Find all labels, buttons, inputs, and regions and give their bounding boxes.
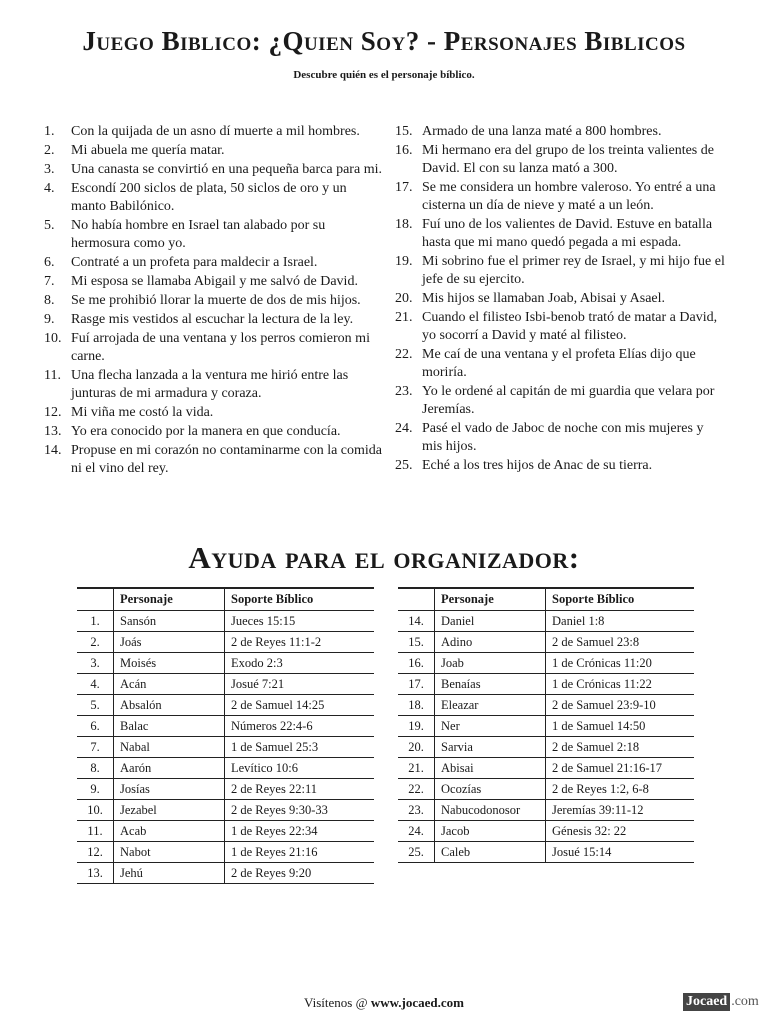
row-personaje: Daniel xyxy=(435,611,546,632)
question-number: 3. xyxy=(44,162,55,177)
question-text: Pasé el vado de Jaboc de noche con mis mujeres y mis hijos. xyxy=(422,421,704,454)
row-personaje: Ner xyxy=(435,716,546,737)
question-text: Mi sobrino fue el primer rey de Israel, y mi hijo fue el jefe de su ejercito. xyxy=(422,254,725,287)
row-soporte: 2 de Reyes 1:2, 6-8 xyxy=(546,779,695,800)
row-number: 14. xyxy=(398,611,435,632)
question-number: 25. xyxy=(395,458,413,473)
row-personaje: Benaías xyxy=(435,674,546,695)
question-text: Mi abuela me quería matar. xyxy=(71,143,225,158)
row-personaje: Jehú xyxy=(114,863,225,884)
question-number: 24. xyxy=(395,421,413,436)
row-number: 3. xyxy=(77,653,114,674)
table-row xyxy=(398,779,694,800)
table-row xyxy=(77,611,374,632)
row-personaje: Nabot xyxy=(114,842,225,863)
table-row xyxy=(398,716,694,737)
logo-domain: .com xyxy=(731,994,759,1009)
table-row xyxy=(398,800,694,821)
question-text: Con la quijada de un asno dí muerte a mil hombres. xyxy=(71,124,360,139)
header-soporte: Soporte Bíblico xyxy=(546,588,695,611)
question-text: Yo le ordené al capitán de mi guardia que velara por Jeremías. xyxy=(422,384,715,417)
question-item xyxy=(44,123,384,141)
question-item xyxy=(395,253,725,289)
table-row xyxy=(77,695,374,716)
row-soporte: 1 de Crónicas 11:20 xyxy=(546,653,695,674)
question-number: 5. xyxy=(44,218,55,233)
question-text: Fuí arrojada de una ventana y los perros comieron mi carne. xyxy=(71,331,370,364)
jocaed-logo[interactable] xyxy=(683,991,759,1013)
question-item xyxy=(395,142,725,178)
table-row xyxy=(77,842,374,863)
row-number: 16. xyxy=(398,653,435,674)
row-number: 1. xyxy=(77,611,114,632)
row-personaje: Balac xyxy=(114,716,225,737)
question-number: 9. xyxy=(44,312,55,327)
row-personaje: Abisai xyxy=(435,758,546,779)
header-personaje: Personaje xyxy=(114,588,225,611)
question-item xyxy=(44,254,384,272)
row-personaje: Adino xyxy=(435,632,546,653)
row-number: 6. xyxy=(77,716,114,737)
row-number: 23. xyxy=(398,800,435,821)
question-item xyxy=(44,217,384,253)
page-subtitle: Descubre quién es el personaje bíblico. xyxy=(293,69,475,81)
question-number: 17. xyxy=(395,180,413,195)
row-soporte: 2 de Reyes 9:20 xyxy=(225,863,375,884)
question-number: 11. xyxy=(44,368,61,383)
row-personaje: Sansón xyxy=(114,611,225,632)
header-soporte: Soporte Bíblico xyxy=(225,588,375,611)
question-number: 12. xyxy=(44,405,62,420)
row-soporte: Exodo 2:3 xyxy=(225,653,375,674)
row-soporte: 2 de Samuel 23:9-10 xyxy=(546,695,695,716)
row-number: 13. xyxy=(77,863,114,884)
row-soporte: 2 de Samuel 14:25 xyxy=(225,695,375,716)
row-soporte: 2 de Reyes 9:30-33 xyxy=(225,800,375,821)
row-number: 7. xyxy=(77,737,114,758)
table-row xyxy=(398,632,694,653)
questions-list-right xyxy=(395,123,725,476)
table-row xyxy=(398,737,694,758)
row-personaje: Josías xyxy=(114,779,225,800)
answers-table-right xyxy=(398,587,694,863)
question-item xyxy=(44,311,384,329)
question-item xyxy=(44,330,384,366)
table-row xyxy=(77,737,374,758)
row-number: 17. xyxy=(398,674,435,695)
question-item xyxy=(395,179,725,215)
question-item xyxy=(395,216,725,252)
row-number: 8. xyxy=(77,758,114,779)
row-personaje: Caleb xyxy=(435,842,546,863)
row-personaje: Joás xyxy=(114,632,225,653)
question-item xyxy=(395,383,725,419)
page-title: Juego Biblico: ¿Quien Soy? - Personajes Biblicos xyxy=(82,26,686,56)
row-number: 21. xyxy=(398,758,435,779)
header-number xyxy=(77,588,114,611)
question-text: Escondí 200 siclos de plata, 50 siclos de oro y un manto Babilónico. xyxy=(71,181,347,214)
question-number: 21. xyxy=(395,310,413,325)
row-personaje: Nabal xyxy=(114,737,225,758)
question-text: Eché a los tres hijos de Anac de su tierra. xyxy=(422,458,653,473)
question-item xyxy=(44,367,384,403)
question-number: 1. xyxy=(44,124,55,139)
question-number: 16. xyxy=(395,143,413,158)
table-row xyxy=(398,695,694,716)
header-number xyxy=(398,588,435,611)
table-row xyxy=(77,800,374,821)
row-soporte: Josué 7:21 xyxy=(225,674,375,695)
row-number: 20. xyxy=(398,737,435,758)
row-soporte: Génesis 32: 22 xyxy=(546,821,695,842)
question-number: 8. xyxy=(44,293,55,308)
row-soporte: 1 de Reyes 21:16 xyxy=(225,842,375,863)
table-row xyxy=(77,779,374,800)
question-number: 22. xyxy=(395,347,413,362)
row-number: 5. xyxy=(77,695,114,716)
question-text: Fuí uno de los valientes de David. Estuve en batalla hasta que mi mano quedó pegada a mi espada. xyxy=(422,217,713,250)
question-text: Una flecha lanzada a la ventura me hirió entre las junturas de mi armadura y coraza. xyxy=(71,368,349,401)
row-personaje: Eleazar xyxy=(435,695,546,716)
row-soporte: 1 de Reyes 22:34 xyxy=(225,821,375,842)
footer-prefix: Visítenos @ xyxy=(304,995,368,1010)
row-number: 18. xyxy=(398,695,435,716)
question-item xyxy=(44,161,384,179)
row-soporte: 2 de Samuel 21:16-17 xyxy=(546,758,695,779)
table-row xyxy=(398,674,694,695)
row-personaje: Sarvia xyxy=(435,737,546,758)
row-number: 22. xyxy=(398,779,435,800)
row-number: 25. xyxy=(398,842,435,863)
row-number: 2. xyxy=(77,632,114,653)
row-personaje: Acab xyxy=(114,821,225,842)
question-item xyxy=(44,180,384,216)
question-text: Se me prohibió llorar la muerte de dos de mis hijos. xyxy=(71,293,361,308)
question-item xyxy=(44,442,384,478)
table-row xyxy=(398,758,694,779)
question-item xyxy=(395,346,725,382)
question-number: 6. xyxy=(44,255,55,270)
row-soporte: 1 de Samuel 25:3 xyxy=(225,737,375,758)
question-text: No había hombre en Israel tan alabado por su hermosura como yo. xyxy=(71,218,326,251)
row-personaje: Acán xyxy=(114,674,225,695)
question-text: Una canasta se convirtió en una pequeña barca para mi. xyxy=(71,162,382,177)
question-number: 2. xyxy=(44,143,55,158)
row-personaje: Jezabel xyxy=(114,800,225,821)
row-soporte: 2 de Reyes 22:11 xyxy=(225,779,375,800)
question-item xyxy=(44,273,384,291)
question-number: 13. xyxy=(44,424,62,439)
table-row xyxy=(77,716,374,737)
table-row xyxy=(398,821,694,842)
row-number: 24. xyxy=(398,821,435,842)
row-soporte: 1 de Crónicas 11:22 xyxy=(546,674,695,695)
row-soporte: 2 de Samuel 2:18 xyxy=(546,737,695,758)
row-number: 11. xyxy=(77,821,114,842)
row-number: 10. xyxy=(77,800,114,821)
row-number: 15. xyxy=(398,632,435,653)
question-number: 23. xyxy=(395,384,413,399)
row-personaje: Aarón xyxy=(114,758,225,779)
table-row xyxy=(77,821,374,842)
row-soporte: 2 de Reyes 11:1-2 xyxy=(225,632,375,653)
question-number: 19. xyxy=(395,254,413,269)
question-item xyxy=(395,457,725,475)
question-number: 20. xyxy=(395,291,413,306)
row-number: 4. xyxy=(77,674,114,695)
row-personaje: Jacob xyxy=(435,821,546,842)
header-personaje: Personaje xyxy=(435,588,546,611)
footer xyxy=(0,995,768,1011)
question-item xyxy=(395,123,725,141)
row-personaje: Moisés xyxy=(114,653,225,674)
organizer-title: Ayuda para el organizador: xyxy=(188,540,580,575)
questions-list-left xyxy=(44,123,384,479)
question-number: 18. xyxy=(395,217,413,232)
row-number: 12. xyxy=(77,842,114,863)
question-item xyxy=(44,142,384,160)
row-soporte: Jueces 15:15 xyxy=(225,611,375,632)
question-text: Contraté a un profeta para maldecir a Israel. xyxy=(71,255,318,270)
question-text: Mis hijos se llamaban Joab, Abisai y Asael. xyxy=(422,291,666,306)
question-item xyxy=(395,290,725,308)
row-soporte: Números 22:4-6 xyxy=(225,716,375,737)
row-personaje: Absalón xyxy=(114,695,225,716)
row-personaje: Nabucodonosor xyxy=(435,800,546,821)
question-item xyxy=(395,420,725,456)
question-number: 4. xyxy=(44,181,55,196)
question-item xyxy=(44,292,384,310)
answers-table-left xyxy=(77,587,374,884)
question-number: 15. xyxy=(395,124,413,139)
row-soporte: Josué 15:14 xyxy=(546,842,695,863)
table-row xyxy=(77,653,374,674)
table-row xyxy=(77,863,374,884)
question-item xyxy=(395,309,725,345)
question-text: Yo era conocido por la manera en que conducía. xyxy=(71,424,341,439)
table-row xyxy=(398,653,694,674)
question-text: Rasge mis vestidos al escuchar la lectura de la ley. xyxy=(71,312,354,327)
question-number: 14. xyxy=(44,443,62,458)
row-number: 19. xyxy=(398,716,435,737)
question-item xyxy=(44,423,384,441)
row-personaje: Joab xyxy=(435,653,546,674)
question-text: Me caí de una ventana y el profeta Elías dijo que moriría. xyxy=(422,347,696,380)
question-number: 7. xyxy=(44,274,55,289)
question-text: Mi viña me costó la vida. xyxy=(71,405,214,420)
question-text: Mi hermano era del grupo de los treinta valientes de David. El con su lanza mató a 300. xyxy=(422,143,714,176)
table-row xyxy=(398,842,694,863)
logo-box: Jocaed xyxy=(683,993,730,1011)
row-soporte: 2 de Samuel 23:8 xyxy=(546,632,695,653)
row-soporte: Jeremías 39:11-12 xyxy=(546,800,695,821)
question-text: Cuando el filisteo Isbi-benob trató de matar a David, yo socorrí a David y maté al filisteo. xyxy=(422,310,718,343)
question-text: Propuse en mi corazón no contaminarme con la comida ni el vino del rey. xyxy=(71,443,383,476)
row-personaje: Ocozías xyxy=(435,779,546,800)
footer-link[interactable]: www.jocaed.com xyxy=(370,995,464,1010)
table-row xyxy=(77,632,374,653)
table-row xyxy=(77,758,374,779)
table-row xyxy=(398,611,694,632)
question-item xyxy=(44,404,384,422)
question-text: Se me considera un hombre valeroso. Yo entré a una cisterna un día de nieve y maté a un león. xyxy=(422,180,716,213)
question-number: 10. xyxy=(44,331,62,346)
row-soporte: Levítico 10:6 xyxy=(225,758,375,779)
table-row xyxy=(77,674,374,695)
row-soporte: 1 de Samuel 14:50 xyxy=(546,716,695,737)
row-number: 9. xyxy=(77,779,114,800)
question-text: Mi esposa se llamaba Abigail y me salvó de David. xyxy=(71,274,358,289)
question-text: Armado de una lanza maté a 800 hombres. xyxy=(422,124,662,139)
row-soporte: Daniel 1:8 xyxy=(546,611,695,632)
